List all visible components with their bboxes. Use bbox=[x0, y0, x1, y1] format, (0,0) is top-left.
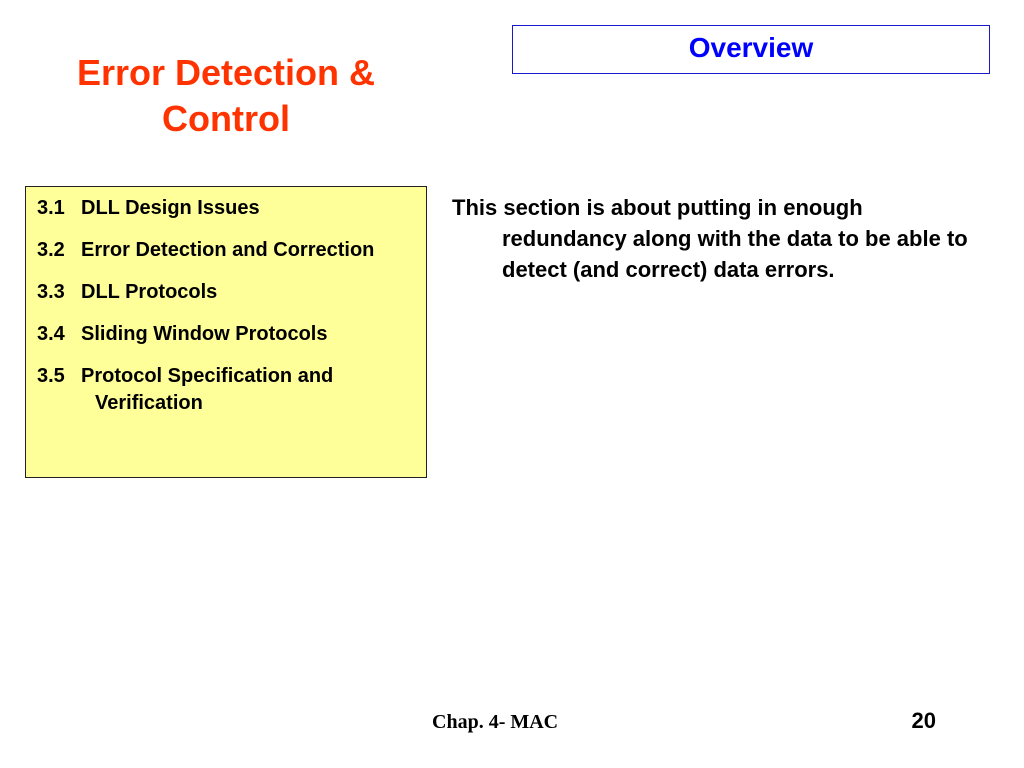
section-label: Overview bbox=[688, 32, 814, 63]
toc-item-label: Sliding Window Protocols bbox=[81, 323, 328, 345]
toc-item bbox=[37, 279, 416, 306]
toc-item-number: 3.4 bbox=[37, 323, 65, 345]
toc-item bbox=[37, 363, 416, 417]
toc-item-number: 3.1 bbox=[37, 197, 65, 219]
body-paragraph: This section is about putting in enough redundancy along with the data to be able to detect (and correct) data errors. bbox=[452, 195, 968, 282]
page-number: 20 bbox=[911, 708, 936, 733]
toc-item bbox=[37, 321, 416, 348]
slide-title-line-1: Error Detection & bbox=[76, 52, 376, 93]
toc-item-label: DLL Design Issues bbox=[81, 197, 260, 219]
slide-title-line-2: Control bbox=[162, 98, 290, 139]
toc-item-label: Error Detection and Correction bbox=[81, 239, 375, 261]
footer-chapter: Chap. 4- MAC bbox=[432, 711, 559, 733]
toc-item bbox=[37, 237, 416, 264]
toc-item-number: 3.5 bbox=[37, 365, 65, 387]
slide-title bbox=[40, 50, 412, 142]
table-of-contents bbox=[25, 186, 427, 478]
toc-item bbox=[37, 195, 416, 222]
toc-item-number: 3.2 bbox=[37, 239, 65, 261]
section-label-box bbox=[512, 25, 990, 74]
toc-item-label: DLL Protocols bbox=[81, 281, 218, 303]
toc-item-number: 3.3 bbox=[37, 281, 65, 303]
toc-item-label: Protocol Specification and Verification bbox=[81, 365, 334, 414]
